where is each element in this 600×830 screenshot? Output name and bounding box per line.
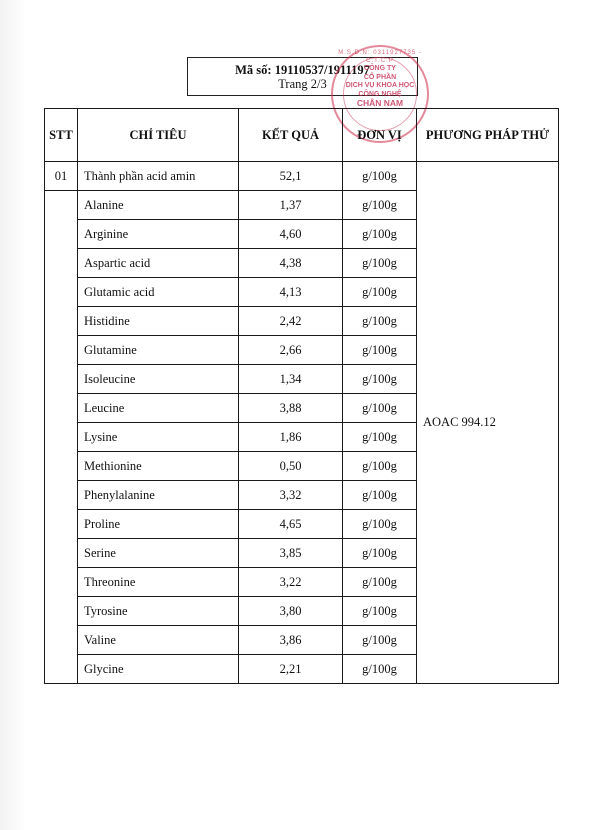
row-name: Lysine	[78, 423, 239, 452]
row-value: 3,80	[239, 597, 343, 626]
row-unit: g/100g	[343, 249, 417, 278]
header-result: KẾT QUẢ	[239, 109, 343, 162]
stamp-line-4: CÔNG NGHỆ	[358, 90, 402, 98]
row-value: 4,13	[239, 278, 343, 307]
row-value: 3,22	[239, 568, 343, 597]
row-unit: g/100g	[343, 539, 417, 568]
row-unit: g/100g	[343, 394, 417, 423]
row-name: Glutamic acid	[78, 278, 239, 307]
row-value: 1,34	[239, 365, 343, 394]
row-value: 4,65	[239, 510, 343, 539]
row-name: Methionine	[78, 452, 239, 481]
row-unit: g/100g	[343, 336, 417, 365]
row-unit: g/100g	[343, 307, 417, 336]
stamp-line-3: DỊCH VỤ KHOA HỌC	[345, 82, 415, 90]
row-value: 3,88	[239, 394, 343, 423]
row-unit: g/100g	[343, 452, 417, 481]
row-value: 4,60	[239, 220, 343, 249]
row-unit: g/100g	[343, 510, 417, 539]
row-unit: g/100g	[343, 626, 417, 655]
row-value: 3,85	[239, 539, 343, 568]
header-stt: STT	[45, 109, 78, 162]
row-name: Isoleucine	[78, 365, 239, 394]
row-value: 0,50	[239, 452, 343, 481]
row-stt: 01	[45, 162, 78, 191]
row-unit: g/100g	[343, 568, 417, 597]
row-value: 4,38	[239, 249, 343, 278]
row-name: Serine	[78, 539, 239, 568]
table-header-row	[45, 109, 559, 162]
stamp-line-1: CÔNG TY	[364, 65, 396, 72]
page-number: Trang 2/3	[278, 77, 327, 91]
row-unit: g/100g	[343, 481, 417, 510]
row-value: 3,86	[239, 626, 343, 655]
row-name: Threonine	[78, 568, 239, 597]
row-name: Glycine	[78, 655, 239, 684]
row-unit: g/100g	[343, 191, 417, 220]
row-value: 52,1	[239, 162, 343, 191]
row-name: Leucine	[78, 394, 239, 423]
stamp-ring-text: M.S.D.N: 0311927735 - C.T.C.P	[338, 50, 422, 64]
row-value: 2,66	[239, 336, 343, 365]
report-code: Mã số: 19110537/1911197	[235, 63, 370, 77]
row-unit: g/100g	[343, 220, 417, 249]
row-value: 1,86	[239, 423, 343, 452]
row-name: Phenylalanine	[78, 481, 239, 510]
method-cell: AOAC 994.12	[417, 162, 559, 684]
table-body	[45, 162, 559, 684]
stamp-line-2: CỔ PHẦN	[363, 73, 397, 81]
row-value: 1,37	[239, 191, 343, 220]
row-name: Proline	[78, 510, 239, 539]
header-indicator: CHỈ TIÊU	[78, 109, 239, 162]
row-name: Thành phần acid amin	[78, 162, 239, 191]
row-unit: g/100g	[343, 365, 417, 394]
row-unit: g/100g	[343, 423, 417, 452]
row-unit: g/100g	[343, 278, 417, 307]
row-value: 3,32	[239, 481, 343, 510]
header-unit: ĐƠN VỊ	[343, 109, 417, 162]
table-row-main	[45, 162, 559, 191]
row-name: Histidine	[78, 307, 239, 336]
row-unit: g/100g	[343, 655, 417, 684]
header-method: PHƯƠNG PHÁP THỬ	[417, 109, 559, 162]
row-name: Glutamine	[78, 336, 239, 365]
scan-shadow	[0, 0, 26, 830]
row-unit: g/100g	[343, 597, 417, 626]
row-value: 2,42	[239, 307, 343, 336]
row-name: Arginine	[78, 220, 239, 249]
results-table	[44, 108, 559, 684]
row-name: Valine	[78, 626, 239, 655]
row-name: Aspartic acid	[78, 249, 239, 278]
row-name: Alanine	[78, 191, 239, 220]
row-value: 2,21	[239, 655, 343, 684]
stamp-line-5: CHÂN NAM	[356, 98, 404, 109]
stamp-text	[341, 65, 419, 108]
row-name: Tyrosine	[78, 597, 239, 626]
stt-blank-cell	[45, 191, 78, 684]
row-unit: g/100g	[343, 162, 417, 191]
